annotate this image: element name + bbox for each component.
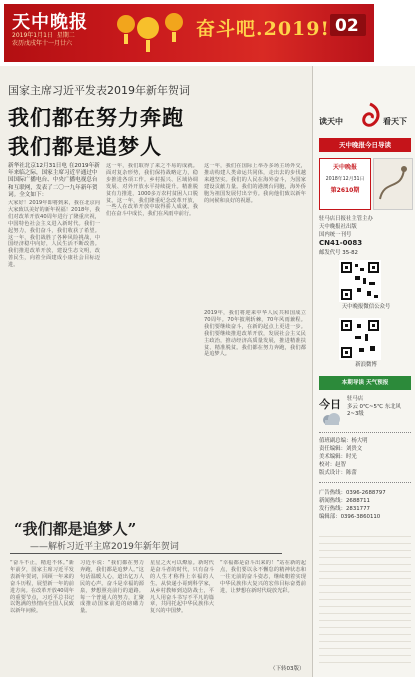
lantern-decoration-icon bbox=[112, 6, 194, 58]
article-column-1: 大家好！2019年即将到来，我在北京向大家致以美好的新年祝福！2018年，我们对改革开放40周年进行了隆重庆祝，中国特色社会主义进入新时代。我们一起努力，我们奋斗，我们收获了希望。这一年，我们战胜了各种风险挑战，中国经济稳中向好，人民生活不断改善。我们推进改革开放，建设生态文明，改善民生，向着全面建成小康社会目标迈进。 bbox=[8, 200, 100, 269]
weather-detail: 多云 0℃~5℃ 东北风2~3级 bbox=[347, 404, 401, 417]
sidebar-fine-print bbox=[319, 536, 411, 666]
weather-city: 驻马店 bbox=[347, 396, 364, 402]
publisher-line-2: 天中晚报社出版 bbox=[319, 224, 357, 230]
continued-note: （下转03版） bbox=[270, 666, 305, 672]
issue-number: 第2610期 bbox=[330, 187, 360, 194]
article-lead: 新华社北京12月31日电 在2019年新年来临之际，国家主席习近平通过中国国际广播电台、中央广播电视总台和互联网，发表了二〇一九年新年贺词。全文如下： bbox=[8, 163, 100, 198]
sidebar-banner: 天中晚报今日导读 bbox=[319, 138, 411, 152]
weather-day: 今日 bbox=[319, 398, 341, 411]
dragon-emblem-icon bbox=[373, 158, 413, 210]
article2-column-3: 星星之火可以燎原。新时代是奋斗者的时代，只有奋斗的人生才称得上幸福的人生。从快递小哥到科学家，从乡村教师到边防战士，平凡人用奋斗书写不平凡的篇章，共同托起中华民族伟大复兴的中国梦。 bbox=[150, 560, 214, 615]
editor-line: 美术编辑：时光 bbox=[319, 454, 357, 460]
cloudy-weather-icon bbox=[321, 412, 341, 426]
page-number: 02 bbox=[335, 16, 359, 36]
wechat-qr-code-icon bbox=[339, 260, 381, 302]
issue-date-line: 2018年12月31日 bbox=[325, 177, 365, 182]
cn-code: CN41-0083 bbox=[319, 239, 363, 247]
weather-banner: 本期导读 天气预报 bbox=[319, 376, 411, 390]
contact-line: 新闻热线：2688711 bbox=[319, 498, 370, 504]
contact-line: 广告热线：0396-2688797 bbox=[319, 490, 386, 496]
newspaper-logo: 天中晚报 bbox=[12, 12, 88, 33]
headline-line-1: 我们都在努力奔跑 bbox=[8, 105, 184, 130]
article-column-4: 2019年，我们将迎来中华人民共和国成立70周年。70年披荆斩棘，70年风雨兼程。我们要继续奋斗，在新的起点上更进一步。我们要继续推进改革开放，发展社会主义民主政治，推动经济高质量发展，推进精准扶贫、精准脱贫。我们都在努力奔跑，我们都是追梦人。 bbox=[204, 310, 306, 358]
red-swirl-logo-icon bbox=[357, 102, 383, 130]
sidebar-header: 读天中 bbox=[319, 117, 343, 126]
sidebar bbox=[312, 66, 415, 677]
editor-line: 版式设计：陈蕾 bbox=[319, 470, 357, 476]
postal-code: 邮发代号 35-82 bbox=[319, 250, 358, 256]
section-divider bbox=[10, 553, 282, 554]
article-kicker: 国家主席习近平发表2019年新年贺词 bbox=[8, 84, 190, 97]
sidebar-divider bbox=[319, 432, 411, 433]
article2-title: “我们都是追梦人” bbox=[14, 520, 137, 538]
new-year-slogan: 奋斗吧.2019! bbox=[196, 18, 330, 40]
sidebar-divider bbox=[319, 482, 411, 483]
sidebar-header-right: 看天下 bbox=[383, 117, 407, 126]
weibo-qr-code-icon bbox=[339, 318, 381, 360]
masthead bbox=[0, 0, 415, 66]
headline-line-2: 我们都是追梦人 bbox=[8, 134, 162, 159]
article2-subtitle: ——解析习近平主席2019年新年贺词 bbox=[30, 542, 179, 552]
article-column-3: 这一年，我们在国际上举办多场主场外交，推动构建人类命运共同体，走出去的步伐越来越坚实。我们的人民在海外奋斗，为国家建设贡献力量。我们的港澳台同胞，海外侨胞为祖国发展付出辛劳。我向他们致以新年的问候和良好的祝愿。 bbox=[204, 163, 306, 204]
masthead-stamp bbox=[319, 158, 371, 210]
editor-line: 责任编辑：刘贵文 bbox=[319, 446, 363, 452]
contact-line: 发行热线：2831777 bbox=[319, 506, 370, 512]
publisher-line-1: 驻马店日报社主管主办 bbox=[319, 216, 373, 222]
weibo-caption: 新浪微博 bbox=[355, 362, 377, 368]
issue-date: 2019年1月1日 星期二 农历戊戌年十一月廿六 bbox=[12, 32, 75, 47]
editor-line: 校对：赵智 bbox=[319, 462, 346, 468]
article2-column-2: 习近平说：“我们都在努力奔跑，我们都是追梦人。”这句话温暖人心，道出亿万人民的心声。奋斗是幸福的源泉，梦想照亮前行的道路。每一个普通人的努力，汇聚成推动国家前进的磅礴力量。 bbox=[80, 560, 144, 615]
contact-line: 编辑部：0396-3860110 bbox=[319, 514, 381, 520]
article2-column-4: “幸福都是奋斗出来的！”站在新的起点，我们要以永不懈怠的精神状态和一往无前的奋斗姿态，继续朝着实现中华民族伟大复兴的宏伟目标奋勇前进，让梦想在新时代绽放光彩。 bbox=[220, 560, 306, 594]
stamp-caption: 天中晚报 bbox=[332, 164, 357, 171]
qr-caption: 天中晚报微信公众号 bbox=[341, 304, 391, 310]
cn-label: 国内统一刊号 bbox=[319, 232, 352, 238]
article2-column-1: “奋斗不止，精进不休。”新年前夕，国家主席习近平发表新年贺词，回顾一年来的奋斗历程，展望新一年的前进方向。在改革开放40周年的重要节点，习近平总书记以饱满的热情向全国人民致以新年问候。 bbox=[10, 560, 74, 615]
editor-line: 值班副总编：杨大明 bbox=[319, 438, 368, 444]
article-column-2: 这一年，我们取得了来之不易的成就。面对复杂形势，我们保持战略定力，稳步推进各项工作。乡村振兴、区域协调发展、对外开放水平持续提升。精准脱贫有力推进，1000多万农村贫困人口脱贫。这一年，我们隆重纪念改革开放，一些人在改革开放中取得骄人成就。我们在奋斗中成长，我们在风雨中前行。 bbox=[106, 163, 198, 218]
